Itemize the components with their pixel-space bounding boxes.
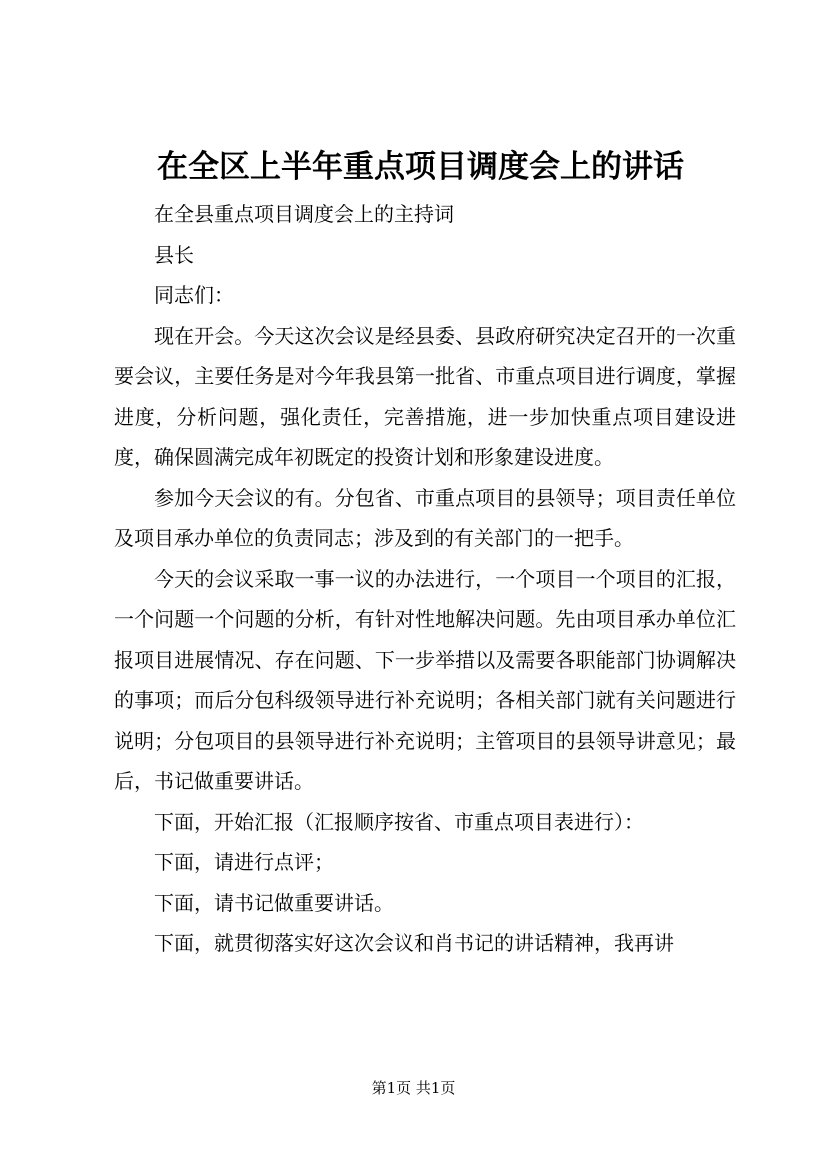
paragraph: 参加今天会议的有。分包省、市重点项目的县领导；项目责任单位及项目承办单位的负责同志；涉及到的有关部门的一把手。 bbox=[114, 485, 736, 550]
paragraph: 今天的会议采取一事一议的办法进行，一个项目一个项目的汇报，一个问题一个问题的分析，有针对性地解决问题。先由项目承办单位汇报项目进展情况、存在问题、下一步举措以及需要各职能部门协调解决的事项；而后分包科级领导进行补充说明；各相关部门就有关问题进行说明；分包项目的县领导进行补充说明；主管项目的县领导讲意见；最后，书记做重要讲话。 bbox=[114, 566, 736, 793]
page-number-footer: 第1页 共1页 bbox=[371, 1079, 456, 1097]
paragraph: 下面，开始汇报（汇报顺序按省、市重点项目表进行）： bbox=[154, 809, 644, 834]
paragraph-salutation: 同志们： bbox=[154, 283, 234, 307]
paragraph-subtitle: 在全县重点项目调度会上的主持词 bbox=[154, 202, 454, 226]
document-title: 在全区上半年重点项目调度会上的讲话 bbox=[157, 149, 684, 185]
paragraph: 现在开会。今天这次会议是经县委、县政府研究决定召开的一次重要会议，主要任务是对今年我县第一批省、市重点项目进行调度，掌握进度，分析问题，强化责任，完善措施，进一步加快重点项目建设进度，确保圆满完成年初既定的投资计划和形象建设进度。 bbox=[114, 323, 736, 469]
document-body bbox=[114, 194, 736, 964]
paragraph-speaker: 县长 bbox=[154, 242, 194, 267]
paragraph: 下面，就贯彻落实好这次会议和肖书记的讲话精神，我再讲 bbox=[154, 931, 674, 955]
paragraph: 下面，请书记做重要讲话。 bbox=[154, 890, 394, 915]
paragraph: 下面，请进行点评； bbox=[154, 850, 334, 874]
